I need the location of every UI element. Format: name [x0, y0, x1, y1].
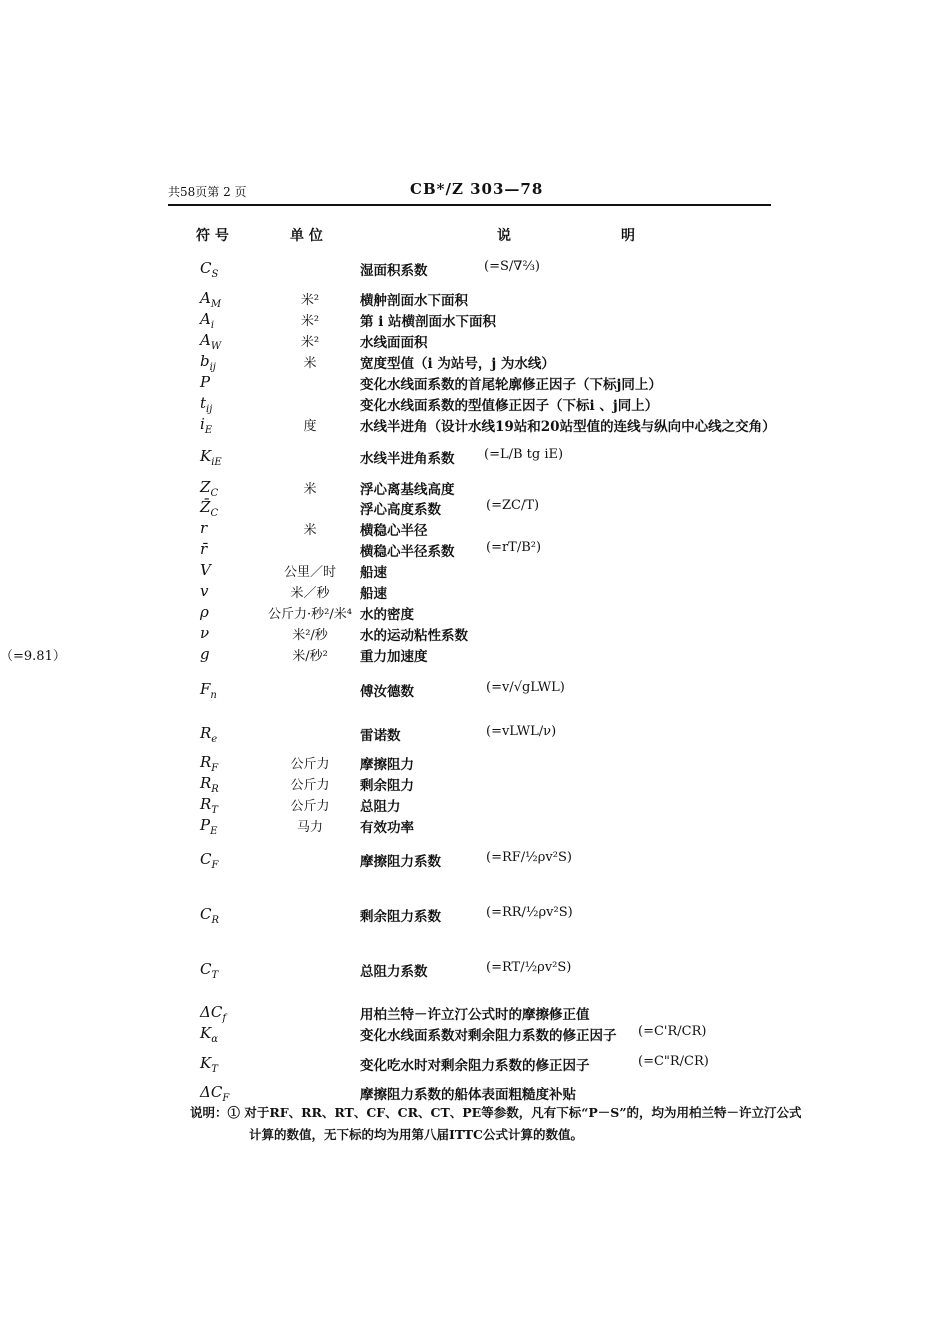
row-formula: (=RR/½ρv²S)	[486, 905, 573, 920]
row-symbol: $R_R$	[200, 774, 219, 795]
row-unit: 公斤力	[290, 778, 330, 793]
table-row	[0, 905, 950, 925]
row-unit: 米²	[300, 293, 320, 308]
row-symbol: $Z_C$	[200, 478, 219, 499]
row-description: 剩余阻力系数	[360, 909, 441, 925]
table-row	[0, 1054, 950, 1074]
table-row	[0, 540, 950, 560]
row-description: 宽度型值（i 为站号，j 为水线）	[360, 356, 555, 372]
row-description: 摩擦阻力系数的船体表面粗糙度补贴	[360, 1087, 576, 1103]
row-description: 浮心离基线高度	[360, 482, 455, 498]
row-symbol: $K_\alpha$	[200, 1024, 218, 1045]
row-symbol: V	[200, 561, 211, 579]
row-symbol: $Z̄_C$	[200, 498, 219, 519]
table-row	[0, 724, 950, 744]
table-row	[0, 478, 950, 498]
row-symbol: $C_R$	[200, 905, 220, 926]
row-description: 水的密度	[360, 607, 414, 623]
row-symbol: $K_{iE}$	[200, 447, 222, 468]
row-symbol: $F_n$	[200, 680, 217, 701]
col-header-unit: 单 位	[290, 228, 323, 244]
table-row	[0, 259, 950, 279]
table-row	[0, 753, 950, 773]
row-description: 用柏兰特－许立汀公式时的摩擦修正值	[360, 1007, 590, 1023]
document-id: CB*/Z 303—78	[410, 180, 544, 198]
table-row	[0, 394, 950, 414]
row-symbol: $A_W$	[200, 331, 222, 352]
row-formula: (=S/∇⅔)	[484, 259, 540, 274]
table-row	[0, 1003, 950, 1023]
table-row	[0, 603, 950, 623]
row-formula: （=9.81）	[0, 649, 66, 664]
row-formula: (=RF/½ρv²S)	[486, 850, 572, 865]
row-unit: 米	[303, 482, 317, 497]
table-row	[0, 331, 950, 351]
row-description: 摩擦阻力	[360, 757, 414, 773]
row-description: 水的运动粘性系数	[360, 628, 468, 644]
row-formula: (=C"R/CR)	[638, 1054, 709, 1069]
row-symbol: ν	[200, 624, 210, 642]
row-description: 船速	[360, 586, 387, 602]
row-unit: 马力	[296, 820, 323, 835]
row-unit: 米	[303, 356, 317, 371]
row-description: 剩余阻力	[360, 778, 414, 794]
row-description: 有效功率	[360, 820, 414, 836]
row-unit: 公里／时	[283, 565, 336, 580]
table-row	[0, 960, 950, 980]
row-unit: 公斤力	[290, 757, 330, 772]
row-symbol: ρ	[200, 603, 209, 621]
table-row	[0, 561, 950, 581]
row-unit: 度	[303, 419, 317, 434]
row-formula: (=RT/½ρv²S)	[486, 960, 572, 975]
row-symbol: $b_{ij}$	[200, 352, 216, 373]
row-symbol: g	[200, 645, 210, 663]
row-unit: 米／秒	[290, 586, 330, 601]
row-description: 船速	[360, 565, 387, 581]
table-row	[0, 373, 950, 393]
row-symbol: $K_T$	[200, 1054, 218, 1075]
row-description: 雷诺数	[360, 728, 401, 744]
table-row	[0, 352, 950, 372]
row-formula: (=v/√gLWL)	[486, 680, 565, 695]
col-header-desc2: 明	[621, 228, 635, 244]
row-unit: 米	[303, 523, 317, 538]
row-description: 重力加速度	[360, 649, 428, 665]
table-row	[0, 1083, 950, 1103]
col-header-desc: 说	[497, 228, 511, 244]
row-description: 第 i 站横剖面水下面积	[360, 314, 497, 330]
row-symbol: P	[200, 373, 211, 391]
row-description: 横舯剖面水下面积	[360, 293, 468, 309]
row-symbol: $R_T$	[200, 795, 218, 816]
row-description: 水线半进角系数	[360, 451, 455, 467]
note-line-2: 计算的数值，无下标的均为用第八届ITTC公式计算的数值。	[249, 1127, 583, 1142]
row-symbol: $C_S$	[200, 259, 219, 280]
table-row	[0, 680, 950, 700]
row-description: 总阻力系数	[360, 964, 428, 980]
table-row	[0, 447, 950, 467]
col-header-symbol: 符 号	[196, 228, 229, 244]
row-formula: (=C'R/CR)	[638, 1024, 707, 1039]
row-symbol: r	[200, 519, 208, 537]
table-row	[0, 519, 950, 539]
row-symbol: $P_E$	[200, 816, 218, 837]
row-description: 浮心高度系数	[360, 502, 441, 518]
row-description: 湿面积系数	[360, 263, 428, 279]
row-unit: 公斤力·秒²/米⁴	[268, 607, 352, 622]
table-row	[0, 310, 950, 330]
row-symbol: $R_F$	[200, 753, 219, 774]
table-row	[0, 624, 950, 644]
row-symbol: $\Delta C_F$	[200, 1083, 230, 1104]
row-description: 摩擦阻力系数	[360, 854, 441, 870]
table-row	[0, 289, 950, 309]
table-row	[0, 774, 950, 794]
row-symbol: v	[200, 582, 209, 600]
note-line-1: 说明：① 对于RF、RR、RT、CF、CR、CT、PE等参数，凡有下标“P－S”的，均为用柏兰特－许立汀公式	[190, 1105, 802, 1120]
row-symbol: $R_e$	[200, 724, 218, 745]
row-unit: 米²	[300, 314, 320, 329]
table-row	[0, 645, 950, 665]
row-symbol: $A_i$	[200, 310, 215, 331]
table-row	[0, 498, 950, 518]
table-row	[0, 582, 950, 602]
row-description: 横稳心半径系数	[360, 544, 455, 560]
row-formula: (=ZC/T)	[486, 498, 540, 513]
row-description: 傅汝德数	[360, 684, 414, 700]
row-description: 水线面面积	[360, 335, 428, 351]
table-row	[0, 415, 950, 435]
row-unit: 米²/秒	[292, 628, 328, 643]
row-symbol: $\Delta C_f$	[200, 1003, 227, 1024]
row-description: 变化水线面系数的首尾轮廓修正因子（下标j同上）	[360, 377, 662, 393]
row-description: 变化吃水时对剩余阻力系数的修正因子	[360, 1058, 590, 1074]
row-symbol: $A_M$	[200, 289, 222, 310]
row-symbol: $t_{ij}$	[200, 394, 213, 415]
row-description: 水线半进角（设计水线19站和20站型值的连线与纵向中心线之交角）	[360, 419, 776, 435]
row-description: 变化水线面系数对剩余阻力系数的修正因子	[360, 1028, 617, 1044]
row-symbol: $C_F$	[200, 850, 219, 871]
row-symbol: $C_T$	[200, 960, 219, 981]
row-formula: (=rT/B²)	[486, 540, 542, 555]
row-description: 变化水线面系数的型值修正因子（下标i 、j同上）	[360, 398, 659, 414]
row-unit: 米/秒²	[292, 649, 328, 664]
row-symbol: $i_E$	[200, 415, 213, 436]
page-info: 共58页第 2 页	[168, 185, 247, 199]
row-formula: (=vLWL/ν)	[486, 724, 557, 739]
row-description: 总阻力	[360, 799, 401, 815]
table-row	[0, 795, 950, 815]
row-unit: 米²	[300, 335, 320, 350]
table-row	[0, 816, 950, 836]
header-rule	[168, 204, 771, 206]
row-unit: 公斤力	[290, 799, 330, 814]
row-symbol: r̄	[200, 540, 208, 558]
row-description: 横稳心半径	[360, 523, 428, 539]
table-row	[0, 850, 950, 870]
row-formula: (=L/B tg iE)	[484, 447, 564, 462]
table-row	[0, 1024, 950, 1044]
